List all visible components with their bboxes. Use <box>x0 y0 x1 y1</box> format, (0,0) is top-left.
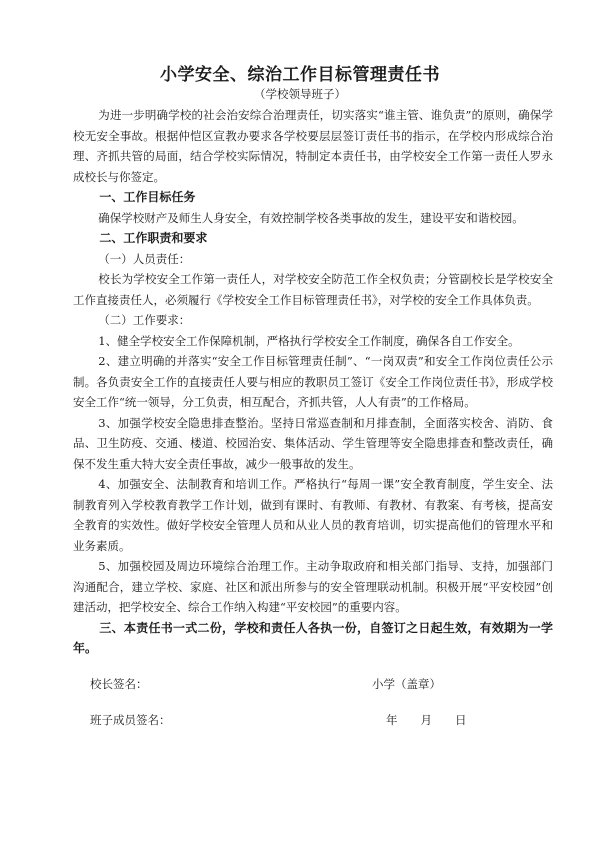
requirement-1: 1、健全学校安全工作保障机制，严格执行学校安全工作制度，确保各自工作安全。 <box>98 333 520 348</box>
team-member-signature-label: 班子成员签名： <box>90 713 171 727</box>
document-subtitle: （学校领导班子） <box>254 87 346 101</box>
document-title: 小学安全、综治工作目标管理责任书 <box>160 65 440 85</box>
requirement-3: 3、加强学校安全隐患排查整治。坚持日常巡查制和月排查制，全面落实校舍、消防、食品、卫生防疫、交通、楼道、校园治安、集体活动、学生管理等安全隐患排查和整改责任，确保不发生重大特大安全责任事故，减少一般事故的发生。 <box>73 415 553 471</box>
date-label: 年 月 日 <box>386 713 467 727</box>
school-seal-label: 小学（盖章） <box>372 677 441 691</box>
requirement-5: 5、加强校园及周边环境综合治理工作。主动争取政府和相关部门指导、支持，加强部门沟通配合，建立学校、家庭、社区和派出所参与的安全管理联动机制。积极开展“平安校园”创建活动，把学校安全、综合工作纳入构建“平安校园”的重要内容。 <box>73 559 553 614</box>
requirement-4: 4、加强安全、法制教育和培训工作。严格执行“每周一课”安全教育制度，学生安全、法制教育列入学校教育教学工作计划，做到有课时、有教师、有教材、有教案、有考核，提高安全教育的实效性。做好学校安全管理人员和从业人员的教育培训，切实提高他们的管理水平和业务素质。 <box>73 477 553 553</box>
principal-signature-label: 校长签名： <box>90 677 148 691</box>
section3-paragraph: 三、本责任书一式二份，学校和责任人各执一份，自签订之日起生效，有效期为一学年。 <box>73 620 553 655</box>
sub1-paragraph: 校长为学校安全工作第一责任人，对学校安全防范工作全权负责；分管副校长是学校安全工作直接责任人，必须履行《学校安全工作目标管理责任书》，对学校的安全工作具体负责。 <box>73 272 553 307</box>
section1-paragraph: 确保学校财产及师生人身安全，有效控制学校各类事故的发生，建设平安和谐校园。 <box>98 210 524 225</box>
section1-heading: 一、工作目标任务 <box>99 190 196 204</box>
requirement-2: 2、建立明确的并落实“安全工作目标管理责任制”、“一岗双责”和安全工作岗位责任公示制。各负责安全工作的直接责任人要与相应的教职员工签订《安全工作岗位责任书》，形成学校安全工作“统一领导，分工负责，相互配合，齐抓共管，人人有责”的工作格局。 <box>73 354 553 409</box>
section2-heading: 二、工作职责和要求 <box>99 231 208 245</box>
intro-paragraph: 为进一步明确学校的社会治安综合治理责任，切实落实“谁主管、谁负责”的原则，确保学校无安全事故。根据仲恺区宣教办要求各学校要层层签订责任书的指示，在学校内形成综合治理、齐抓共管的局面，结合学校实际情况，特制定本责任书，由学校安全工作第一责任人罗永成校长与你签定。 <box>73 108 553 184</box>
sub1-label: （一）人员责任： <box>98 251 191 266</box>
sub2-label: （二）工作要求： <box>98 313 191 327</box>
document-body <box>73 105 553 659</box>
